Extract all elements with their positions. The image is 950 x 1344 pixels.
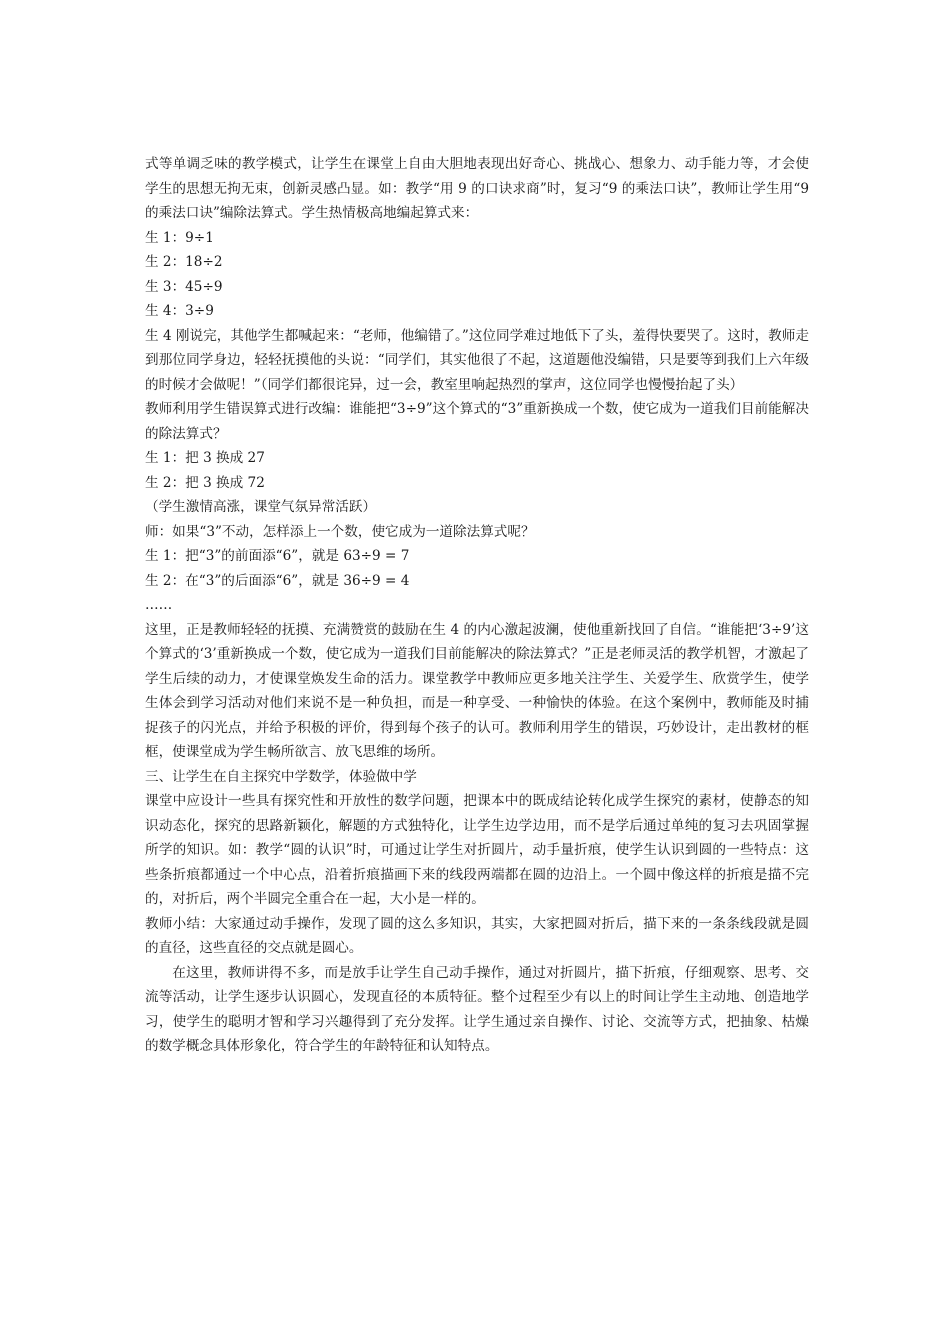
paragraph-inquiry: 课堂中应设计一些具有探究性和开放性的数学问题，把课本中的既成结论转化成学生探究的素材，使静态的知识动态化，探究的思路新颖化，解题的方式独特化，让学生边学边用，而不是学后通过单纯的复习去巩固掌握所学的知识。如：教学“圆的认识”时，可通过让学生对折圆片，动手量折痕，使学生认识到圆的一些特点：这些条折痕都通过一个中心点，沿着折痕描画下来的线段两端都在圆的边沿上。一个圆中像这样的折痕是描不完的，对折后，两个半圆完全重合在一起，大小是一样的。 [145, 793, 809, 907]
student-line: 生 2：18÷2 [145, 254, 223, 270]
student-line: 生 2：在“3”的后面添“6”，就是 36÷9 = 4 [145, 572, 410, 589]
section-heading: 三、让学生在自主探究中学数学，体验做中学 [145, 768, 417, 785]
student-line: 生 1：把“3”的前面添“6”，就是 63÷9 = 7 [145, 548, 410, 564]
student-line: 生 1：9÷1 [145, 229, 214, 246]
teacher-line: 师：如果“3”不动，怎样添上一个数，使它成为一道除法算式呢？ [145, 523, 535, 540]
paragraph-teacher-question: 教师利用学生错误算式进行改编：谁能把“3÷9”这个算式的“3”重新换成一个数，使它成为一道我们目前能解决的除法算式？ [145, 401, 809, 442]
paragraph-reflection: 这里，正是教师轻轻的抚摸、充满赞赏的鼓励在生 4 的内心激起波澜，使他重新找回了自信。“谁能把‘3÷9’这个算式的‘3’重新换成一个数，使它成为一道我们目前能解决的除法算式？”正是老师灵活的教学机智，才激起了学生后续的动力，才使课堂焕发生命的活力。课堂教学中教师应更多地关注学生、关爱学生、欣赏学生，使学生体会到学习活动对他们来说不是一种负担，而是一种享受、一种愉快的体验。在这个案例中，教师能及时捕捉孩子的闪光点，并给予积极的评价，得到每个孩子的认可。教师利用学生的错误，巧妙设计，走出教材的框框，使课堂成为学生畅所欲言、放飞思维的场所。 [145, 621, 809, 760]
ellipsis: …… [145, 597, 173, 613]
student-line: 生 1：把 3 换成 27 [145, 450, 265, 466]
student-line: 生 2：把 3 换成 72 [145, 474, 265, 491]
paragraph-story: 生 4 刚说完，其他学生都喊起来：“老师，他编错了。”这位同学难过地低下了头，羞得快要哭了。这时，教师走到那位同学身边，轻轻抚摸他的头说：“同学们，其实他很了不起，这道题他没编错，只是要等到我们上六年级的时候才会做呢！”（同学们都很诧异，过一会，教室里响起热烈的掌声，这位同学也慢慢抬起了头） [145, 327, 809, 393]
document-body [145, 152, 809, 1059]
classroom-note: （学生激情高涨，课堂气氛异常活跃） [145, 499, 377, 515]
paragraph-intro: 式等单调乏味的教学模式，让学生在课堂上自由大胆地表现出好奇心、挑战心、想象力、动手能力等，才会使学生的思想无拘无束，创新灵感凸显。如：教学“用 9 的口诀求商”时，复习“9 的乘法口诀”，教师让学生用“9 的乘法口诀”编除法算式。学生热情极高地编起算式来： [145, 156, 809, 221]
student-line: 生 3：45÷9 [145, 278, 223, 295]
student-line: 生 4：3÷9 [145, 303, 214, 319]
paragraph-teacher-summary: 教师小结：大家通过动手操作，发现了圆的这么多知识，其实，大家把圆对折后，描下来的一条条线段就是圆的直径，这些直径的交点就是圆心。 [145, 915, 809, 956]
paragraph-conclusion: 在这里，教师讲得不多，而是放手让学生自己动手操作，通过对折圆片，描下折痕，仔细观察、思考、交流等活动，让学生逐步认识圆心，发现直径的本质特征。整个过程至少有以上的时间让学生主动地、创造地学习，使学生的聪明才智和学习兴趣得到了充分发挥。让学生通过亲自操作、讨论、交流等方式，把抽象、枯燥的数学概念具体形象化，符合学生的年龄特征和认知特点。 [145, 964, 809, 1054]
